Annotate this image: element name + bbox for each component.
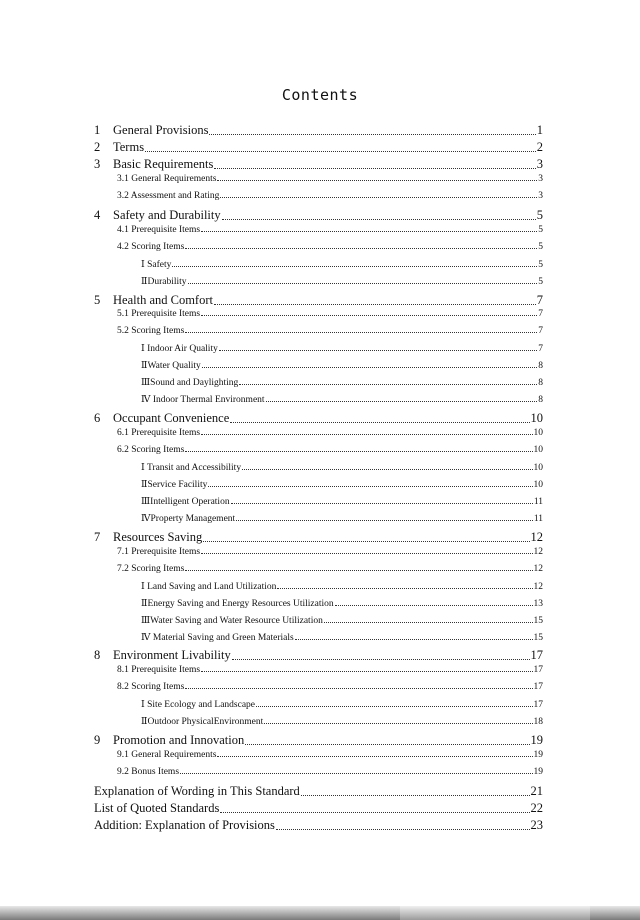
- toc-dot-leader: [219, 350, 537, 351]
- toc-entry[interactable]: [141, 496, 543, 507]
- toc-dot-leader: [266, 401, 538, 402]
- toc-entry[interactable]: [141, 259, 543, 270]
- toc-entry-label: ⅡService Facility: [141, 479, 208, 490]
- toc-entry[interactable]: [141, 276, 543, 287]
- toc-entry[interactable]: [141, 615, 543, 626]
- toc-entry[interactable]: [117, 564, 543, 574]
- toc-entry-number: 9: [94, 733, 101, 748]
- toc-dot-leader: [188, 283, 538, 284]
- toc-dot-leader: [201, 671, 532, 672]
- toc-dot-leader: [242, 469, 532, 470]
- toc-entry-label: 3.2 Assessment and Rating: [117, 190, 220, 201]
- toc-entry-label: Basic Requirements: [113, 156, 214, 171]
- toc-entry-page: 5: [538, 259, 543, 270]
- toc-entry-page: 5: [536, 207, 543, 222]
- toc-entry-page: 3: [536, 156, 543, 171]
- toc-entry-page: 12: [530, 529, 543, 544]
- toc-dot-leader: [277, 588, 532, 589]
- toc-entry-label: Promotion and Innovation: [113, 733, 245, 748]
- toc-entry[interactable]: [117, 225, 543, 235]
- toc-entry-label: General Provisions: [113, 123, 209, 137]
- toc-entry-page: 8: [538, 395, 543, 406]
- toc-entry[interactable]: [117, 242, 543, 252]
- toc-entry-page: 17: [533, 700, 543, 711]
- toc-entry-page: 10: [533, 479, 543, 490]
- toc-entry-page: 11: [533, 496, 543, 507]
- toc-entry-page: 7: [538, 309, 543, 320]
- toc-entry-label: Ⅰ Safety: [141, 259, 172, 270]
- viewer-bottom-bar: [0, 906, 640, 920]
- scroll-hint-bar[interactable]: [400, 906, 590, 920]
- toc-entry-label: ⅡOutdoor PhysicalEnvironment: [141, 717, 264, 728]
- toc-entry-label: Resources Saving: [113, 529, 203, 544]
- toc-entry-page: 19: [530, 733, 543, 748]
- toc-entry-label: Environment Livability: [113, 648, 231, 663]
- toc-entry-page: 5: [538, 224, 543, 235]
- toc-entry-label: ⅢIntelligent Operation: [141, 496, 230, 507]
- toc-entry-label: Occupant Convenience: [113, 411, 230, 426]
- toc-entry-page: 23: [530, 817, 543, 832]
- toc-entry-label: ⅡEnergy Saving and Energy Resources Utilization: [141, 598, 334, 609]
- toc-entry-label: ⅡDurability: [141, 276, 187, 287]
- toc-entry-number: 7: [94, 529, 101, 544]
- toc-entry[interactable]: [94, 530, 543, 545]
- toc-dot-leader: [209, 134, 535, 135]
- toc-entry[interactable]: [141, 377, 543, 388]
- toc-dot-leader: [231, 503, 533, 504]
- toc-dot-leader: [201, 315, 537, 316]
- toc-entry[interactable]: [94, 123, 543, 138]
- toc-entry[interactable]: [117, 547, 543, 557]
- toc-entry[interactable]: [94, 411, 543, 426]
- toc-entry-page: 10: [533, 445, 543, 456]
- toc-entry-page: 17: [530, 648, 543, 663]
- toc-entry-page: 11: [533, 513, 543, 524]
- toc-entry[interactable]: [117, 682, 543, 692]
- toc-dot-leader: [185, 451, 532, 452]
- toc-dot-leader: [276, 829, 530, 830]
- toc-entry[interactable]: [141, 462, 543, 473]
- toc-entry-page: 17: [533, 682, 543, 693]
- toc-dot-leader: [202, 367, 537, 368]
- toc-entry-label: 7.1 Prerequisite Items: [117, 546, 201, 557]
- toc-entry-number: 8: [94, 648, 101, 663]
- toc-dot-leader: [236, 520, 533, 521]
- toc-dot-leader: [264, 723, 532, 724]
- toc-entry[interactable]: [94, 784, 543, 799]
- toc-entry-number: 2: [94, 139, 101, 154]
- toc-entry-page: 3: [538, 173, 543, 184]
- toc-entry[interactable]: [117, 445, 543, 455]
- toc-entry-page: 19: [533, 750, 543, 761]
- toc-entry[interactable]: [141, 513, 543, 524]
- toc-entry-page: 8: [538, 361, 543, 372]
- toc-entry[interactable]: [141, 360, 543, 371]
- toc-entry[interactable]: [94, 293, 543, 308]
- toc-entry-label: Ⅰ Land Saving and Land Utilization: [141, 581, 277, 592]
- toc-entry-label: Ⅳ Indoor Thermal Environment: [141, 395, 265, 406]
- toc-dot-leader: [230, 422, 529, 423]
- toc-entry-page: 12: [533, 563, 543, 574]
- toc-entry[interactable]: [94, 208, 543, 223]
- toc-entry-label: 7.2 Scoring Items: [117, 563, 185, 574]
- toc-entry[interactable]: [141, 716, 543, 727]
- toc-entry-label: 9.1 General Requirements: [117, 750, 217, 761]
- toc-entry-label: Health and Comfort: [113, 292, 213, 307]
- toc-dot-leader: [217, 180, 537, 181]
- toc-dot-leader: [214, 168, 535, 169]
- toc-entry-page: 10: [533, 428, 543, 439]
- toc-entry[interactable]: [94, 648, 543, 663]
- toc-entry[interactable]: [94, 140, 543, 155]
- toc-entry-label: Terms: [113, 139, 145, 154]
- toc-entry[interactable]: [117, 665, 543, 675]
- toc-entry-label: 4.2 Scoring Items: [117, 241, 185, 252]
- toc-entry-page: 17: [533, 665, 543, 676]
- toc-dot-leader: [232, 659, 530, 660]
- toc-entry-label: 4.1 Prerequisite Items: [117, 224, 201, 235]
- toc-entry[interactable]: [94, 801, 543, 816]
- toc-dot-leader: [185, 332, 537, 333]
- toc-entry-page: 7: [538, 344, 543, 355]
- toc-entry-page: 8: [538, 378, 543, 389]
- toc-entry-label: Ⅳ Material Saving and Green Materials: [141, 632, 294, 643]
- toc-entry-page: 21: [530, 784, 543, 799]
- toc-dot-leader: [201, 231, 537, 232]
- toc-entry-page: 1: [536, 123, 543, 137]
- toc-entry-page: 2: [536, 139, 543, 154]
- toc-dot-leader: [185, 248, 537, 249]
- toc-entry-number: 4: [94, 207, 101, 222]
- toc-entry[interactable]: [117, 326, 543, 336]
- toc-entry-page: 7: [536, 292, 543, 307]
- contents-title: Contents: [281, 86, 359, 104]
- toc-entry-page: 22: [530, 801, 543, 815]
- toc-entry-number: 3: [94, 156, 101, 171]
- toc-entry[interactable]: [94, 818, 543, 833]
- toc-entry-label: Explanation of Wording in This Standard: [94, 784, 300, 799]
- toc-entry[interactable]: [117, 309, 543, 319]
- toc-dot-leader: [217, 756, 532, 757]
- toc-entry-label: Ⅰ Site Ecology and Landscape: [141, 700, 256, 711]
- toc-entry-label: Addition: Explanation of Provisions: [94, 817, 275, 832]
- toc-dot-leader: [185, 688, 532, 689]
- toc-entry-label: ⅣProperty Management: [141, 513, 236, 524]
- toc-dot-leader: [172, 266, 537, 267]
- toc-dot-leader: [185, 570, 532, 571]
- toc-dot-leader: [295, 639, 533, 640]
- toc-entry[interactable]: [141, 479, 543, 490]
- toc-entry-label: Safety and Durability: [113, 207, 221, 222]
- toc-dot-leader: [239, 384, 537, 385]
- toc-dot-leader: [335, 605, 533, 606]
- toc-entry-label: 6.1 Prerequisite Items: [117, 428, 201, 439]
- toc-entry[interactable]: [117, 174, 543, 184]
- toc-entry-page: 12: [533, 546, 543, 557]
- toc-entry-label: ⅡWater Quality: [141, 361, 201, 372]
- toc-entry-label: ⅢSound and Daylighting: [141, 378, 239, 389]
- toc-dot-leader: [208, 486, 532, 487]
- toc-entry-label: 5.2 Scoring Items: [117, 326, 185, 337]
- toc-entry-number: 6: [94, 411, 101, 426]
- toc-entry-number: 5: [94, 292, 101, 307]
- toc-entry-label: 5.1 Prerequisite Items: [117, 309, 201, 320]
- toc-dot-leader: [180, 773, 532, 774]
- toc-entry-page: 10: [530, 411, 543, 426]
- toc-entry[interactable]: [141, 394, 543, 405]
- toc-dot-leader: [220, 812, 529, 813]
- toc-dot-leader: [256, 706, 532, 707]
- toc-entry[interactable]: [117, 750, 543, 760]
- toc-entry[interactable]: [117, 191, 543, 201]
- toc-entry[interactable]: [117, 428, 543, 438]
- toc-entry-page: 10: [533, 463, 543, 473]
- toc-entry-label: 8.2 Scoring Items: [117, 682, 185, 693]
- toc-entry[interactable]: [141, 699, 543, 710]
- toc-dot-leader: [203, 541, 529, 542]
- toc-entry[interactable]: [117, 767, 543, 777]
- toc-entry-page: 3: [538, 190, 543, 201]
- toc-entry[interactable]: [141, 343, 543, 354]
- toc-entry-page: 15: [533, 632, 543, 643]
- toc-dot-leader: [222, 219, 536, 220]
- toc-entry-label: 3.1 General Requirements: [117, 173, 217, 184]
- toc-entry[interactable]: [141, 598, 543, 609]
- toc-entry-page: 5: [538, 276, 543, 287]
- toc-entry[interactable]: [141, 632, 543, 643]
- toc-entry-label: List of Quoted Standards: [94, 801, 220, 815]
- toc-entry-page: 7: [538, 326, 543, 337]
- toc-entry-page: 18: [533, 717, 543, 728]
- toc-entry-page: 5: [538, 241, 543, 252]
- toc-dot-leader: [324, 622, 533, 623]
- toc-entry[interactable]: [94, 733, 543, 748]
- toc-entry-page: 19: [533, 767, 543, 778]
- toc-entry-number: 1: [94, 123, 101, 137]
- toc-dot-leader: [201, 434, 532, 435]
- toc-dot-leader: [245, 744, 529, 745]
- toc-entry-label: 9.2 Bonus Items: [117, 767, 180, 778]
- toc-entry-page: 15: [533, 615, 543, 626]
- toc-dot-leader: [201, 553, 532, 554]
- toc-dot-leader: [220, 197, 537, 198]
- toc-entry[interactable]: [94, 157, 543, 172]
- toc-entry-label: 8.1 Prerequisite Items: [117, 665, 201, 676]
- toc-entry-label: Ⅰ Indoor Air Quality: [141, 344, 218, 355]
- toc-dot-leader: [301, 795, 530, 796]
- toc-entry-page: 12: [533, 581, 543, 592]
- toc-dot-leader: [145, 151, 536, 152]
- toc-entry-label: 6.2 Scoring Items: [117, 445, 185, 456]
- toc-entry-label: ⅢWater Saving and Water Resource Utilization: [141, 615, 323, 626]
- toc-entry-label: Ⅰ Transit and Accessibility: [141, 463, 242, 473]
- toc-entry-page: 13: [533, 598, 543, 609]
- toc-entry[interactable]: [141, 581, 543, 592]
- toc-dot-leader: [214, 304, 536, 305]
